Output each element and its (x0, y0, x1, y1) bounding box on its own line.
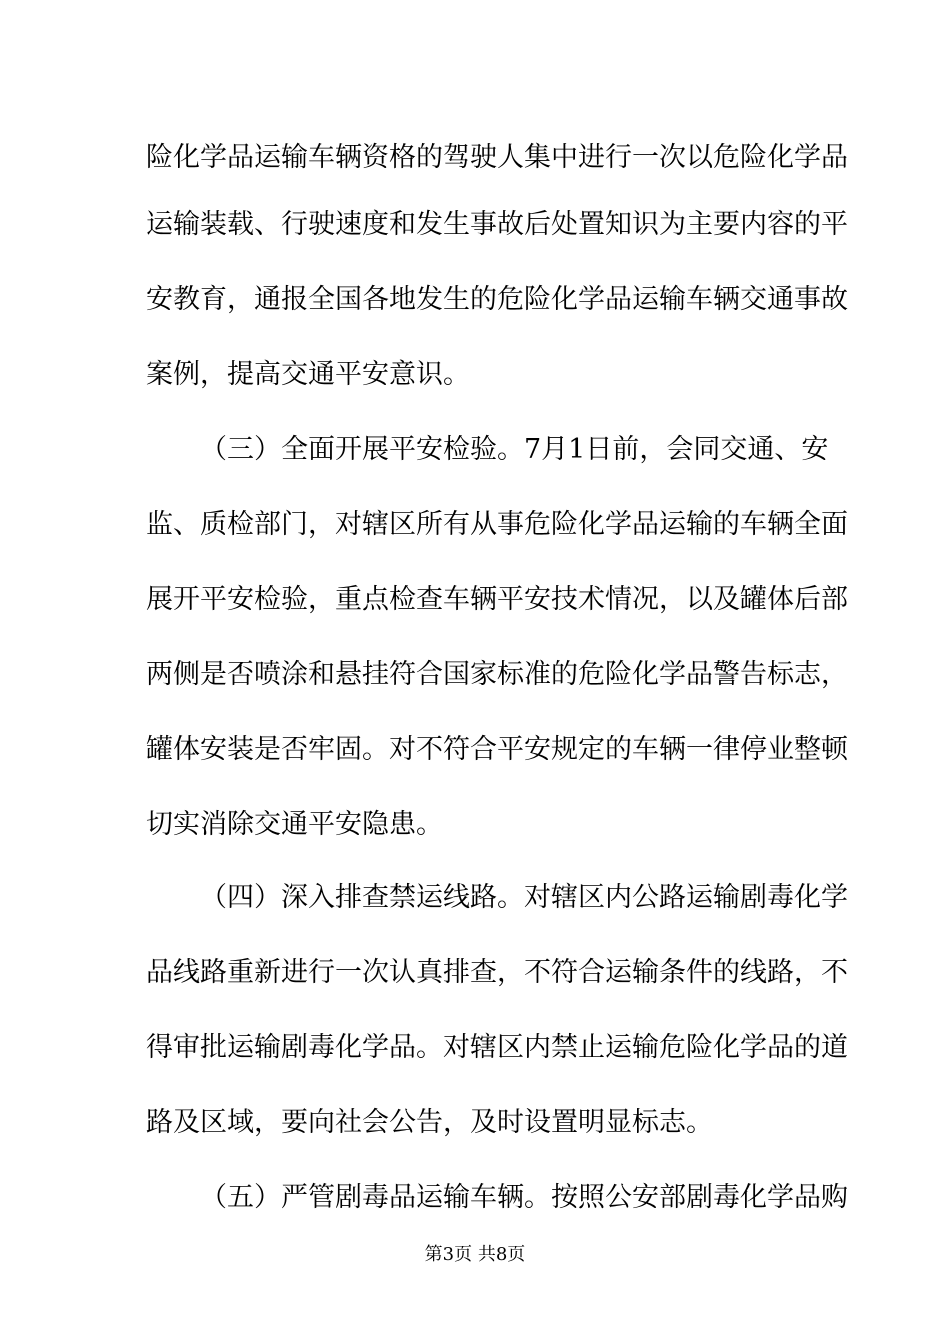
text-line: 罐体安装是否牢固。对不符合平安规定的车辆一律停业整顿 (146, 734, 848, 765)
text-line: 展开平安检验，重点检查车辆平安技术情况，以及罐体后部 (146, 584, 848, 615)
text-line: 切实消除交通平安隐患。 (146, 809, 443, 840)
text-line: 安教育，通报全国各地发生的危险化学品运输车辆交通事故 (146, 284, 848, 315)
text-line: 两侧是否喷涂和悬挂符合国家标准的危险化学品警告标志， (146, 659, 848, 690)
paragraph-heading-line: （五）严管剧毒品运输车辆。按照公安部剧毒化学品购 (200, 1182, 848, 1213)
text-line: 路及区域，要向社会公告，及时设置明显标志。 (146, 1107, 713, 1138)
text-line: 运输装载、行驶速度和发生事故后处置知识为主要内容的平 (146, 209, 848, 240)
text-line: 险化学品运输车辆资格的驾驶人集中进行一次以危险化学品 (146, 142, 848, 173)
page-number-footer: 第3页 共8页 (424, 1244, 526, 1265)
paragraph-heading-line: （四）深入排查禁运线路。对辖区内公路运输剧毒化学 (200, 882, 848, 913)
text-line: 得审批运输剧毒化学品。对辖区内禁止运输危险化学品的道 (146, 1032, 848, 1063)
paragraph-heading-line: （三）全面开展平安检验。7月1日前，会同交通、安 (200, 434, 829, 465)
text-line: 案例，提高交通平安意识。 (146, 359, 470, 390)
text-line: 品线路重新进行一次认真排查，不符合运输条件的线路，不 (146, 957, 848, 988)
text-line: 监、质检部门，对辖区所有从事危险化学品运输的车辆全面 (146, 509, 848, 540)
